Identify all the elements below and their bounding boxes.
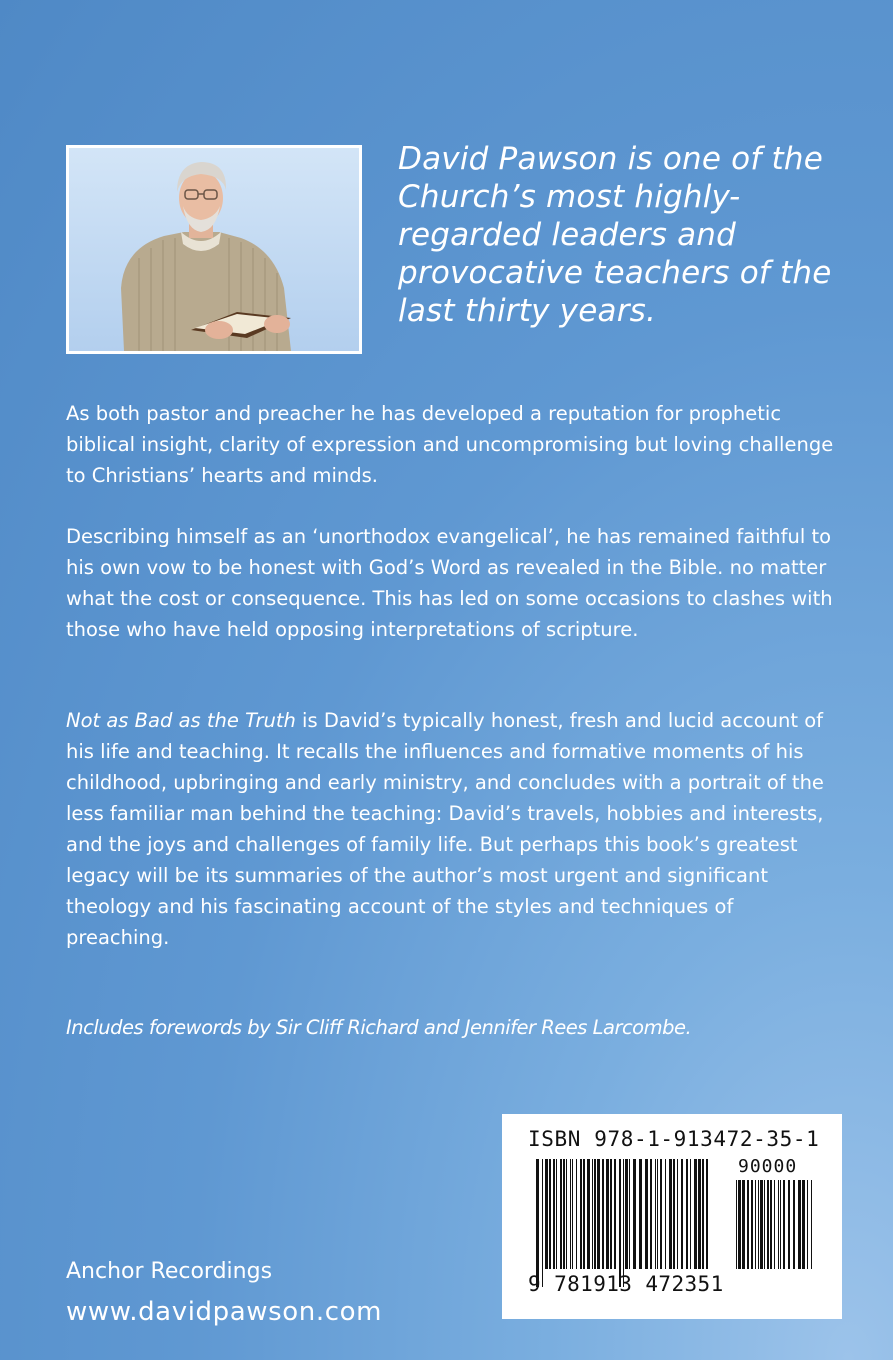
- barcode-bar: [660, 1159, 662, 1269]
- book-title: Not as Bad as the Truth: [66, 709, 296, 732]
- author-photo: [66, 145, 362, 354]
- barcode-bar: [767, 1180, 769, 1269]
- barcode-bar: [774, 1180, 775, 1269]
- barcode-addon-bars: [736, 1180, 816, 1287]
- barcode-bar: [572, 1159, 573, 1269]
- barcode-bar: [563, 1159, 565, 1269]
- barcode-bar: [736, 1180, 737, 1269]
- barcode-bar: [760, 1180, 763, 1269]
- barcode-bar: [633, 1159, 636, 1269]
- barcode-bar: [758, 1180, 759, 1269]
- barcode-bar: [583, 1159, 585, 1269]
- description-paragraph-3: [66, 705, 836, 953]
- barcode-bar: [677, 1159, 678, 1269]
- author-tagline: David Pawson is one of the Church’s most highly-regarded leaders and provocative teachers of the last thirty years.: [398, 141, 832, 329]
- barcode-bar: [597, 1159, 600, 1269]
- website-url: www.davidpawson.com: [66, 1297, 383, 1327]
- barcode-bar: [650, 1159, 652, 1269]
- barcode-bar: [610, 1159, 612, 1269]
- barcode-bar: [606, 1159, 609, 1269]
- barcode-bar: [807, 1180, 808, 1269]
- barcode-bar: [629, 1159, 630, 1269]
- barcode-bar: [587, 1159, 590, 1269]
- barcode-bar: [665, 1159, 666, 1269]
- barcode-bar: [742, 1180, 745, 1269]
- barcode-bar: [549, 1159, 551, 1269]
- barcode-bar: [694, 1159, 697, 1269]
- barcode-bar: [566, 1159, 567, 1269]
- barcode-bar: [625, 1159, 628, 1269]
- barcode-bar: [751, 1180, 753, 1269]
- barcode-bar: [556, 1159, 557, 1269]
- barcode-bar: [780, 1180, 781, 1269]
- barcode-bar: [657, 1159, 658, 1269]
- barcode-bar: [793, 1180, 795, 1269]
- barcode-bar: [602, 1159, 604, 1269]
- barcode-bar: [770, 1180, 772, 1269]
- barcode-bar: [560, 1159, 562, 1269]
- barcode-bars: [536, 1159, 712, 1287]
- barcode-bar: [686, 1159, 688, 1269]
- barcode-bar: [655, 1159, 656, 1269]
- barcode-bar: [592, 1159, 593, 1269]
- barcode-bar: [542, 1159, 543, 1287]
- publisher-name: Anchor Recordings: [66, 1259, 273, 1284]
- barcode-bar: [706, 1159, 708, 1269]
- barcode-bar: [536, 1159, 539, 1287]
- description-paragraph-1: As both pastor and preacher he has developed a reputation for prophetic biblical insight, clarity of expression and uncompromising but loving challenge to Christians’ hearts and minds.: [66, 402, 834, 487]
- barcode-bar: [619, 1159, 621, 1287]
- price-code: 90000: [738, 1156, 798, 1177]
- barcode-bar: [594, 1159, 596, 1269]
- barcode-bar: [778, 1180, 779, 1269]
- barcode-bar: [747, 1180, 749, 1269]
- barcode-bar: [623, 1159, 624, 1287]
- barcode-bar: [545, 1159, 548, 1269]
- barcode-bar: [580, 1159, 582, 1269]
- barcode-bar: [673, 1159, 675, 1269]
- barcode-bar: [614, 1159, 616, 1269]
- description-paragraph-2: Describing himself as an ‘unorthodox evangelical’, he has remained faithful to his own vow to be honest with God’s Word as revealed in the Bible. no matter what the cost or consequence. This has led on some occasions to clashes with those who have held opposing interpretations of scripture.: [66, 525, 833, 641]
- barcode-bar: [645, 1159, 648, 1269]
- ean-digits: 9 781913 472351: [528, 1272, 724, 1296]
- barcode-bar: [755, 1180, 756, 1269]
- barcode-bar: [690, 1159, 691, 1269]
- barcode-bar: [698, 1159, 701, 1269]
- author-portrait-illustration: [69, 148, 359, 351]
- barcode-bar: [802, 1180, 805, 1269]
- barcode-bar: [570, 1159, 571, 1269]
- barcode-bar: [811, 1180, 812, 1269]
- description-paragraph-3-text: is David’s typically honest, fresh and lucid account of his life and teaching. It recalls the influences and formative moments of his childhood, upbringing and early ministry, and concludes with a portrait of the less familiar man behind the teaching: David’s travels, hobbies and interests, and the joys and challenges of family life. But perhaps this book’s greatest legacy will be its summaries of the author’s most urgent and significant theology and his fascinating account of the styles and techniques of preaching.: [66, 709, 824, 949]
- barcode-bar: [639, 1159, 642, 1269]
- barcode-bar: [764, 1180, 765, 1269]
- barcode-bar: [788, 1180, 790, 1269]
- isbn-label: ISBN 978-1-913472-35-1: [528, 1127, 820, 1151]
- barcode-bar: [681, 1159, 683, 1269]
- barcode-bar: [576, 1159, 577, 1269]
- barcode-bar: [738, 1180, 741, 1269]
- barcode-bar: [669, 1159, 672, 1269]
- barcode-bar: [553, 1159, 555, 1269]
- barcode-bar: [702, 1159, 704, 1269]
- barcode-bar: [783, 1180, 785, 1269]
- forewords-note: Includes forewords by Sir Cliff Richard and Jennifer Rees Larcombe.: [66, 1016, 692, 1039]
- barcode-bar: [798, 1180, 801, 1269]
- isbn-barcode: [502, 1114, 842, 1319]
